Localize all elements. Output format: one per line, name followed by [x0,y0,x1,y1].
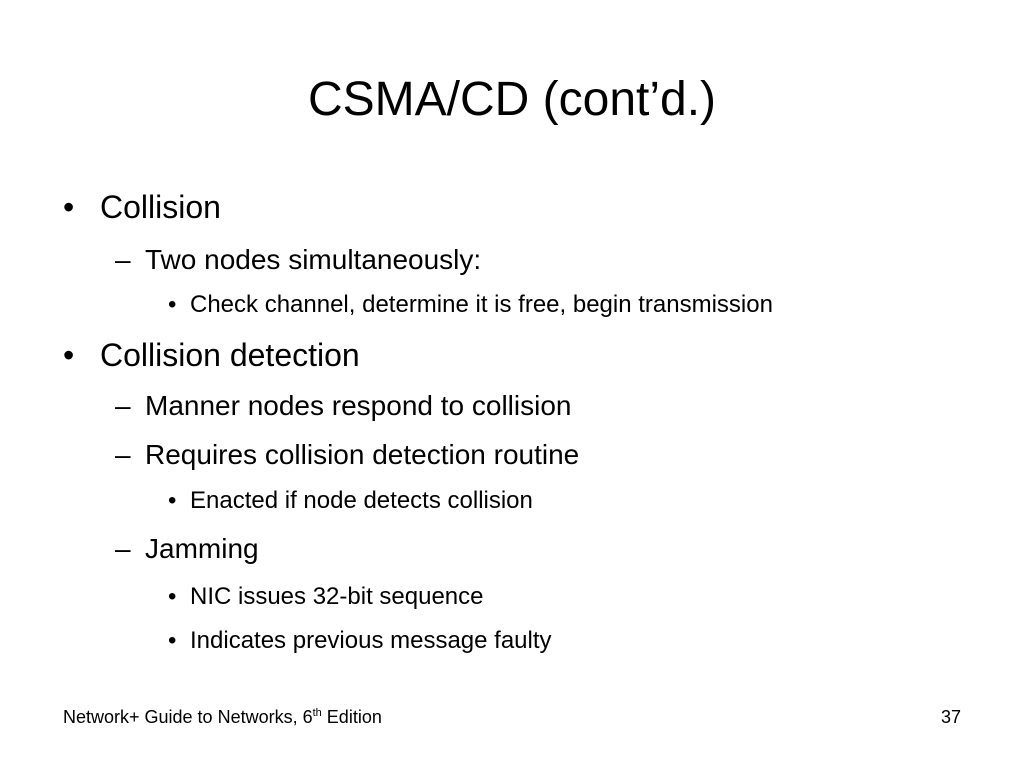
dash-marker: – [115,533,131,564]
bullet-text: Collision detection [100,337,360,373]
footer-source-prefix: Network+ Guide to Networks, 6 [63,707,313,727]
bullet-marker: • [168,627,177,654]
sub-bullet-text: Jamming [145,533,259,564]
sub-bullet-text: Requires collision detection routine [145,439,580,470]
bullet-marker: • [63,189,75,225]
sub-sub-bullet-text: Check channel, determine it is free, begin transmission [190,291,773,318]
sub-bullet-text: Manner nodes respond to collision [145,390,572,421]
footer-source [63,706,382,728]
sub-sub-bullet-text: NIC issues 32-bit sequence [190,583,484,610]
sub-sub-bullet-text: Enacted if node detects collision [190,487,533,514]
dash-marker: – [115,390,131,421]
slide-title: CSMA/CD (cont’d.) [307,73,717,126]
footer-source-suffix: Edition [321,707,382,727]
page-number: 37 [940,707,961,727]
dash-marker: – [115,439,131,470]
sub-sub-bullet-text: Indicates previous message faulty [190,627,552,654]
dash-marker: – [115,244,131,275]
bullet-marker: • [168,291,177,318]
bullet-text: Collision [100,189,221,225]
bullet-marker: • [168,487,177,514]
bullet-marker: • [63,337,75,373]
bullet-marker: • [168,583,177,610]
footer-source-superscript: th [312,707,322,719]
sub-bullet-text: Two nodes simultaneously: [145,244,482,275]
